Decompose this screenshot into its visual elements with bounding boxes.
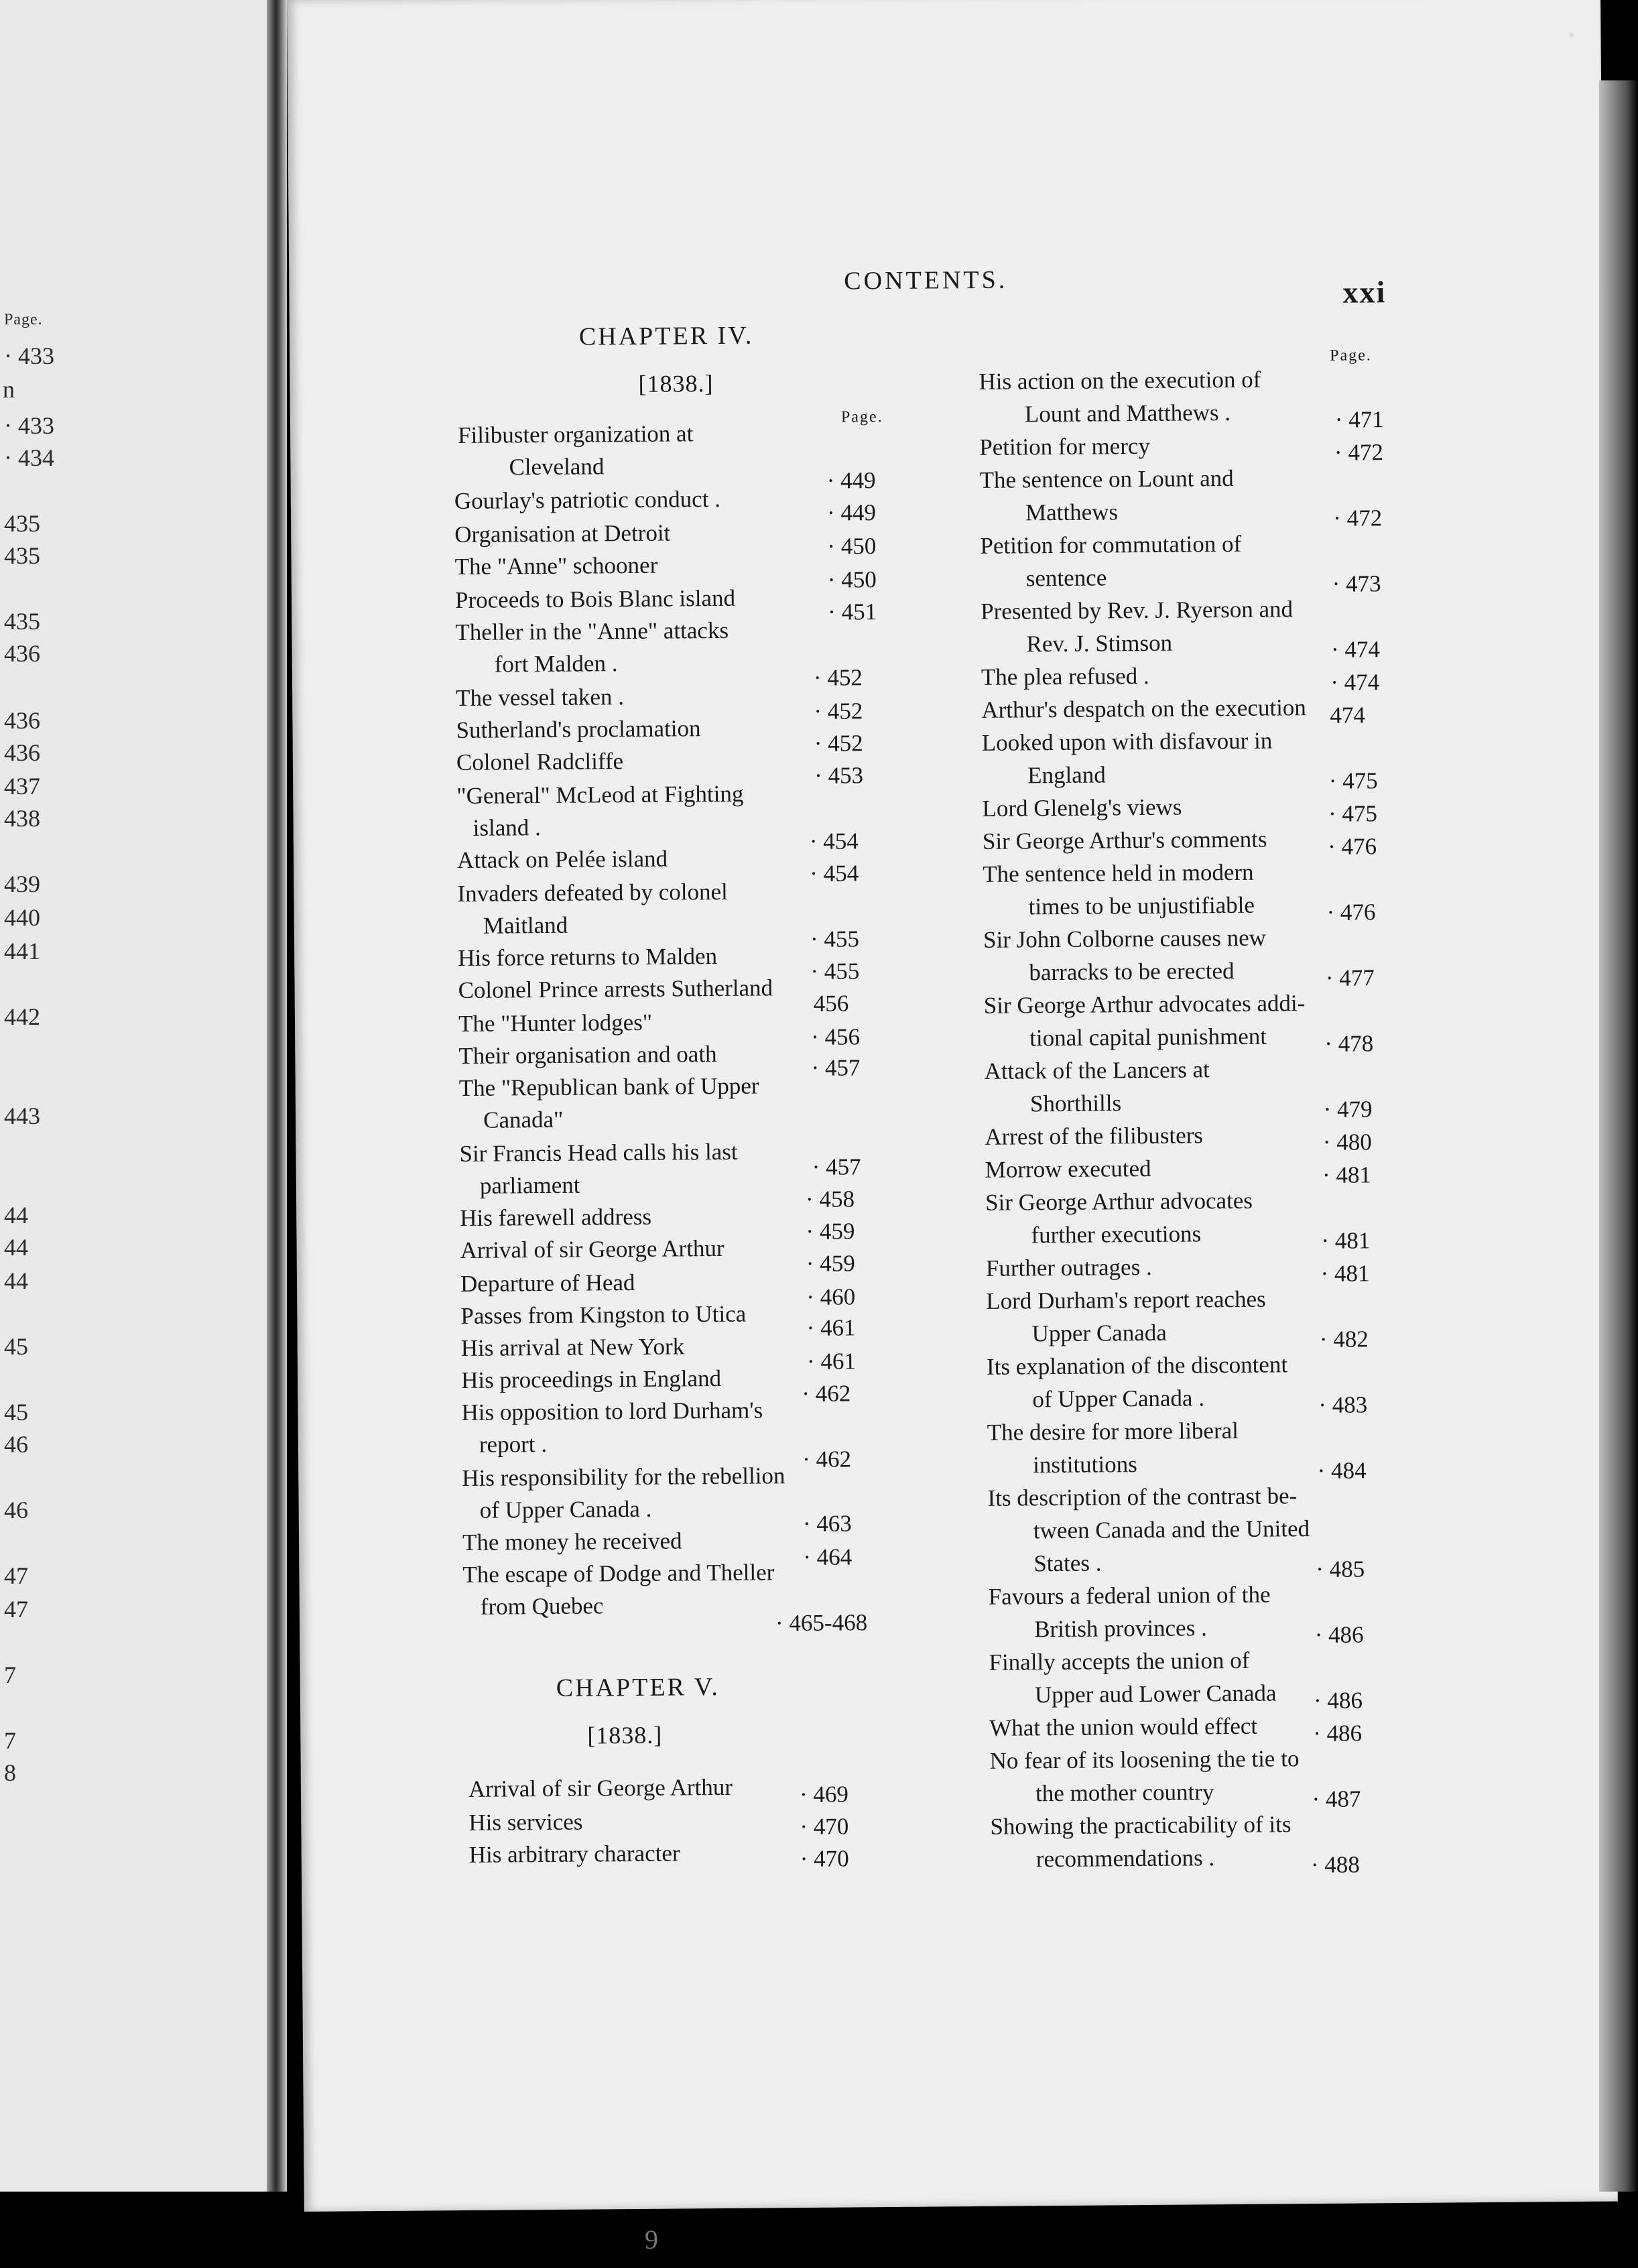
toc-entry-line: Morrow executed bbox=[985, 1155, 1151, 1183]
toc-page-number: · 481 bbox=[1320, 1260, 1370, 1287]
toc-entry-line: Arthur's despatch on the execution bbox=[981, 694, 1306, 723]
toc-page-number: · 475 bbox=[1328, 767, 1378, 794]
left-page-number: 435 bbox=[4, 608, 40, 635]
toc-entry-line: Their organisation and oath bbox=[458, 1041, 717, 1070]
toc-page-number: · 484 bbox=[1317, 1457, 1367, 1484]
toc-entry-line: The "Republican bank of Upper bbox=[458, 1072, 759, 1102]
left-page-number: 442 bbox=[4, 1003, 40, 1030]
toc-page-number: · 472 bbox=[1334, 439, 1384, 466]
left-page-number: 44 bbox=[4, 1267, 28, 1294]
left-page-number: 435 bbox=[4, 510, 40, 537]
toc-entry-line: His action on the execution of bbox=[979, 366, 1261, 395]
left-page-number: · 433 bbox=[4, 412, 54, 439]
toc-entry-line: report . bbox=[479, 1431, 548, 1458]
toc-page-number: · 477 bbox=[1325, 964, 1375, 991]
page-folio: xxi bbox=[1342, 275, 1387, 310]
left-page-number: 45 bbox=[4, 1333, 28, 1360]
left-page-number: 437 bbox=[4, 773, 40, 800]
toc-entry-line: Cleveland bbox=[509, 453, 605, 481]
toc-page-number: · 454 bbox=[809, 828, 859, 855]
left-page-label: Page. bbox=[4, 311, 43, 328]
toc-entry-line: island . bbox=[472, 814, 541, 841]
toc-page-number: · 454 bbox=[810, 860, 859, 887]
toc-page-number: · 482 bbox=[1319, 1326, 1369, 1352]
book-gutter bbox=[267, 0, 287, 2192]
toc-page-number: · 457 bbox=[811, 1054, 861, 1081]
toc-entry-line: The "Hunter lodges" bbox=[458, 1009, 653, 1037]
toc-page-number: · 461 bbox=[806, 1348, 857, 1375]
toc-entry-line: Lord Glenelg's views bbox=[982, 794, 1182, 822]
toc-entry-line: Sir George Arthur's comments bbox=[982, 826, 1267, 855]
toc-entry-line: His force returns to Malden bbox=[458, 943, 718, 972]
toc-entry-line: Presented by Rev. J. Ryerson and bbox=[981, 596, 1294, 625]
toc-page-number: · 462 bbox=[802, 1380, 851, 1407]
toc-entry-line: Canada" bbox=[483, 1106, 564, 1133]
toc-page-number: · 450 bbox=[827, 533, 877, 560]
left-page-number: 8 bbox=[4, 1759, 16, 1786]
toc-page-number: · 457 bbox=[812, 1153, 861, 1180]
toc-page-number: · 473 bbox=[1332, 570, 1381, 597]
left-page-number: 7 bbox=[4, 1727, 16, 1754]
left-page-number: 44 bbox=[4, 1234, 28, 1261]
toc-page-number: · 450 bbox=[827, 566, 877, 593]
toc-page-number: · 483 bbox=[1318, 1391, 1368, 1418]
toc-page-number: · 474 bbox=[1330, 669, 1380, 696]
left-page-number: 435 bbox=[4, 542, 40, 569]
toc-page-number: · 476 bbox=[1326, 899, 1376, 926]
toc-page-number: · 465-468 bbox=[775, 1609, 868, 1637]
toc-page-number: · 452 bbox=[813, 664, 863, 691]
toc-entry-line: No fear of its loosening the tie to bbox=[989, 1745, 1300, 1774]
toc-entry-line: His responsibility for the rebellion bbox=[462, 1462, 785, 1492]
toc-entry-line: The sentence on Lount and bbox=[979, 464, 1234, 493]
toc-entry-line: Its description of the contrast be- bbox=[987, 1483, 1298, 1511]
toc-page-number: · 449 bbox=[826, 499, 877, 526]
chapter-iv-year: [1838.] bbox=[638, 370, 714, 397]
toc-entry-line: The desire for more liberal bbox=[987, 1417, 1239, 1446]
toc-entry-line: Arrest of the filibusters bbox=[985, 1122, 1204, 1150]
toc-page-number: · 474 bbox=[1330, 636, 1381, 663]
toc-entry-line: from Quebec bbox=[480, 1592, 604, 1620]
toc-entry-line: The plea refused . bbox=[981, 662, 1149, 690]
left-page-number: n bbox=[3, 376, 15, 403]
toc-entry-line: Proceeds to Bois Blanc island bbox=[454, 584, 736, 614]
toc-page-number: · 475 bbox=[1328, 800, 1378, 827]
toc-page-number: · 479 bbox=[1323, 1096, 1373, 1123]
chapter-v-year: [1838.] bbox=[587, 1721, 663, 1749]
toc-entry-line: Sir George Arthur advocates bbox=[985, 1187, 1253, 1216]
toc-entry-line: Colonel Prince arrests Sutherland bbox=[458, 974, 773, 1004]
toc-entry-line: Favours a federal union of the bbox=[988, 1581, 1271, 1610]
toc-entry-line: The sentence held in modern bbox=[983, 859, 1254, 887]
toc-entry-line: Organisation at Detroit bbox=[454, 519, 671, 548]
toc-entry-line: Sir George Arthur advocates addi- bbox=[983, 990, 1306, 1019]
left-page-number: 443 bbox=[4, 1102, 40, 1129]
left-page-margin bbox=[0, 0, 267, 2192]
toc-page-number: · 488 bbox=[1310, 1851, 1360, 1879]
toc-entry-line: Gourlay's patriotic conduct . bbox=[454, 485, 721, 515]
left-page-number: 47 bbox=[4, 1596, 28, 1623]
toc-entry-line: His arrival at New York bbox=[460, 1333, 685, 1362]
toc-entry-line: Shorthills bbox=[1029, 1090, 1122, 1117]
toc-entry-line: What the union would effect bbox=[989, 1712, 1258, 1741]
bottom-mark: 9 bbox=[645, 2224, 658, 2255]
toc-entry-line: Further outrages . bbox=[985, 1253, 1152, 1281]
toc-page-number: · 452 bbox=[814, 698, 863, 724]
toc-entry-line: tween Canada and the United bbox=[1033, 1515, 1310, 1544]
toc-entry-line: parliament bbox=[479, 1172, 580, 1199]
left-page-number: · 434 bbox=[4, 444, 54, 471]
toc-entry-line: Showing the practicability of its bbox=[990, 1811, 1292, 1840]
toc-page-number: · 455 bbox=[810, 958, 860, 985]
toc-page-number: · 469 bbox=[799, 1781, 849, 1808]
toc-entry-line: Lord Durham's report reaches bbox=[986, 1285, 1266, 1314]
toc-page-number: · 487 bbox=[1312, 1785, 1361, 1813]
toc-entry-line: Petition for commutation of bbox=[980, 530, 1242, 559]
toc-page-number: · 471 bbox=[1334, 406, 1384, 433]
toc-entry-line: Sir John Colborne causes new bbox=[983, 924, 1267, 953]
toc-page-number: · 459 bbox=[806, 1218, 855, 1245]
toc-page-number: · 481 bbox=[1322, 1161, 1372, 1188]
page-edge-shadow bbox=[1599, 80, 1638, 2192]
toc-page-number: · 455 bbox=[810, 926, 860, 952]
toc-page-number: · 464 bbox=[803, 1544, 853, 1571]
toc-entry-line: further executions bbox=[1031, 1220, 1202, 1249]
toc-page-number: · 485 bbox=[1316, 1556, 1365, 1583]
toc-entry-line: tional capital punishment bbox=[1029, 1023, 1267, 1052]
toc-entry-line: Rev. J. Stimson bbox=[1026, 629, 1173, 657]
toc-entry-line: His arbitrary character bbox=[468, 1840, 680, 1868]
toc-entry-line: Passes from Kingston to Utica bbox=[460, 1300, 747, 1330]
toc-entry-line: Looked upon with disfavour in bbox=[981, 727, 1273, 756]
toc-page-number: · 486 bbox=[1313, 1687, 1363, 1714]
toc-page-number: 474 bbox=[1330, 702, 1366, 729]
left-page-number: 436 bbox=[4, 640, 40, 667]
toc-entry-line: times to be unjustifiable bbox=[1028, 891, 1255, 920]
toc-entry-line: British provinces . bbox=[1033, 1615, 1207, 1643]
toc-page-number: · 453 bbox=[814, 762, 864, 789]
left-page-number: 47 bbox=[4, 1562, 28, 1589]
toc-entry-line: Matthews bbox=[1025, 499, 1119, 526]
left-page-number: 438 bbox=[4, 805, 40, 832]
toc-entry-line: Upper Canada bbox=[1031, 1319, 1167, 1347]
toc-page-number: · 486 bbox=[1314, 1621, 1364, 1649]
toc-entry-line: Invaders defeated by colonel bbox=[457, 878, 728, 907]
chapter-v-title: CHAPTER V. bbox=[556, 1673, 720, 1702]
left-page-number: 45 bbox=[4, 1399, 28, 1426]
left-column-page-header: Page. bbox=[840, 408, 883, 426]
toc-page-number: · 462 bbox=[802, 1446, 852, 1473]
toc-entry-line: Its explanation of the discontent bbox=[986, 1351, 1288, 1380]
toc-entry-line: of Upper Canada . bbox=[479, 1495, 652, 1523]
toc-entry-line: Maitland bbox=[483, 911, 568, 939]
left-page-number: 44 bbox=[4, 1202, 28, 1228]
toc-entry-line: Attack of the Lancers at bbox=[984, 1056, 1210, 1084]
toc-page-number: · 470 bbox=[800, 1845, 849, 1873]
left-page-number: 7 bbox=[4, 1661, 16, 1688]
left-page-number: 439 bbox=[4, 871, 40, 897]
toc-page-number: · 480 bbox=[1322, 1129, 1372, 1155]
left-page-number: 46 bbox=[4, 1497, 28, 1523]
toc-entry-line: His services bbox=[468, 1808, 583, 1836]
toc-entry-line: Colonel Radcliffe bbox=[456, 748, 624, 776]
toc-page-number: · 456 bbox=[811, 1023, 861, 1050]
toc-page-number: · 452 bbox=[814, 730, 863, 757]
left-page-number: 436 bbox=[4, 739, 40, 766]
left-page-number: · 433 bbox=[4, 342, 54, 369]
toc-entry-line: Attack on Pelée island bbox=[456, 845, 668, 874]
toc-entry-line: Sir Francis Head calls his last bbox=[459, 1138, 738, 1168]
toc-page-number: · 458 bbox=[805, 1186, 855, 1212]
toc-entry-line: Finally accepts the union of bbox=[989, 1647, 1250, 1676]
toc-entry-line: Upper aud Lower Canada bbox=[1034, 1680, 1277, 1708]
toc-entry-line: The escape of Dodge and Theller bbox=[462, 1559, 775, 1588]
running-head: CONTENTS. bbox=[844, 265, 1008, 296]
toc-entry-line: Petition for mercy bbox=[979, 432, 1151, 460]
toc-page-number: · 460 bbox=[806, 1283, 856, 1310]
contents-page bbox=[287, 0, 1618, 2212]
toc-page-number: · 476 bbox=[1328, 833, 1377, 860]
toc-entry-line: fort Malden . bbox=[494, 650, 618, 678]
right-column-page-header: Page. bbox=[1330, 346, 1372, 365]
toc-entry-line: the mother country bbox=[1035, 1779, 1214, 1807]
toc-entry-line: Theller in the "Anne" attacks bbox=[455, 617, 729, 646]
toc-page-number: · 478 bbox=[1324, 1030, 1374, 1057]
toc-page-number: · 459 bbox=[806, 1250, 855, 1277]
left-page-number: 441 bbox=[4, 938, 40, 964]
toc-entry-line: His proceedings in England bbox=[461, 1365, 722, 1394]
toc-entry-line: Sutherland's proclamation bbox=[456, 715, 701, 744]
toc-entry-line: The vessel taken . bbox=[456, 684, 625, 712]
toc-page-number: · 486 bbox=[1313, 1720, 1363, 1747]
toc-page-number: · 470 bbox=[800, 1813, 849, 1840]
toc-entry-line: His farewell address bbox=[460, 1203, 652, 1232]
toc-entry-line: "General" McLeod at Fighting bbox=[456, 780, 744, 810]
toc-entry-line: The "Anne" schooner bbox=[454, 552, 658, 580]
toc-entry-line: sentence bbox=[1025, 564, 1107, 592]
corner-mark: • bbox=[1568, 24, 1576, 46]
toc-entry-line: of Upper Canada . bbox=[1032, 1385, 1205, 1413]
toc-page-number: · 451 bbox=[828, 598, 877, 625]
chapter-iv-title: CHAPTER IV. bbox=[578, 321, 754, 351]
toc-entry-line: Arrival of sir George Arthur bbox=[468, 1773, 733, 1802]
toc-entry-line: recommendations . bbox=[1035, 1844, 1215, 1873]
toc-page-number: · 461 bbox=[806, 1314, 856, 1341]
toc-entry-line: Departure of Head bbox=[460, 1269, 635, 1298]
toc-entry-line: The money he received bbox=[462, 1527, 682, 1556]
toc-entry-line: States . bbox=[1033, 1550, 1102, 1577]
toc-entry-line: His opposition to lord Durham's bbox=[461, 1397, 763, 1426]
toc-page-number: · 472 bbox=[1333, 505, 1383, 531]
left-page-number: 440 bbox=[4, 904, 40, 931]
toc-entry-line: Arrival of sir George Arthur bbox=[460, 1235, 724, 1264]
toc-entry-line: Filibuster organization at bbox=[457, 420, 694, 449]
toc-page-number: 456 bbox=[813, 990, 849, 1017]
left-page-number: 436 bbox=[4, 707, 40, 734]
left-page-number: 46 bbox=[4, 1431, 28, 1458]
toc-page-number: · 449 bbox=[826, 467, 876, 494]
toc-page-number: · 463 bbox=[802, 1510, 852, 1537]
toc-entry-line: England bbox=[1027, 761, 1106, 789]
toc-entry-line: barracks to be erected bbox=[1029, 957, 1235, 986]
toc-entry-line: institutions bbox=[1033, 1451, 1137, 1478]
toc-entry-line: Lount and Matthews . bbox=[1024, 399, 1231, 428]
toc-page-number: · 481 bbox=[1321, 1227, 1371, 1254]
